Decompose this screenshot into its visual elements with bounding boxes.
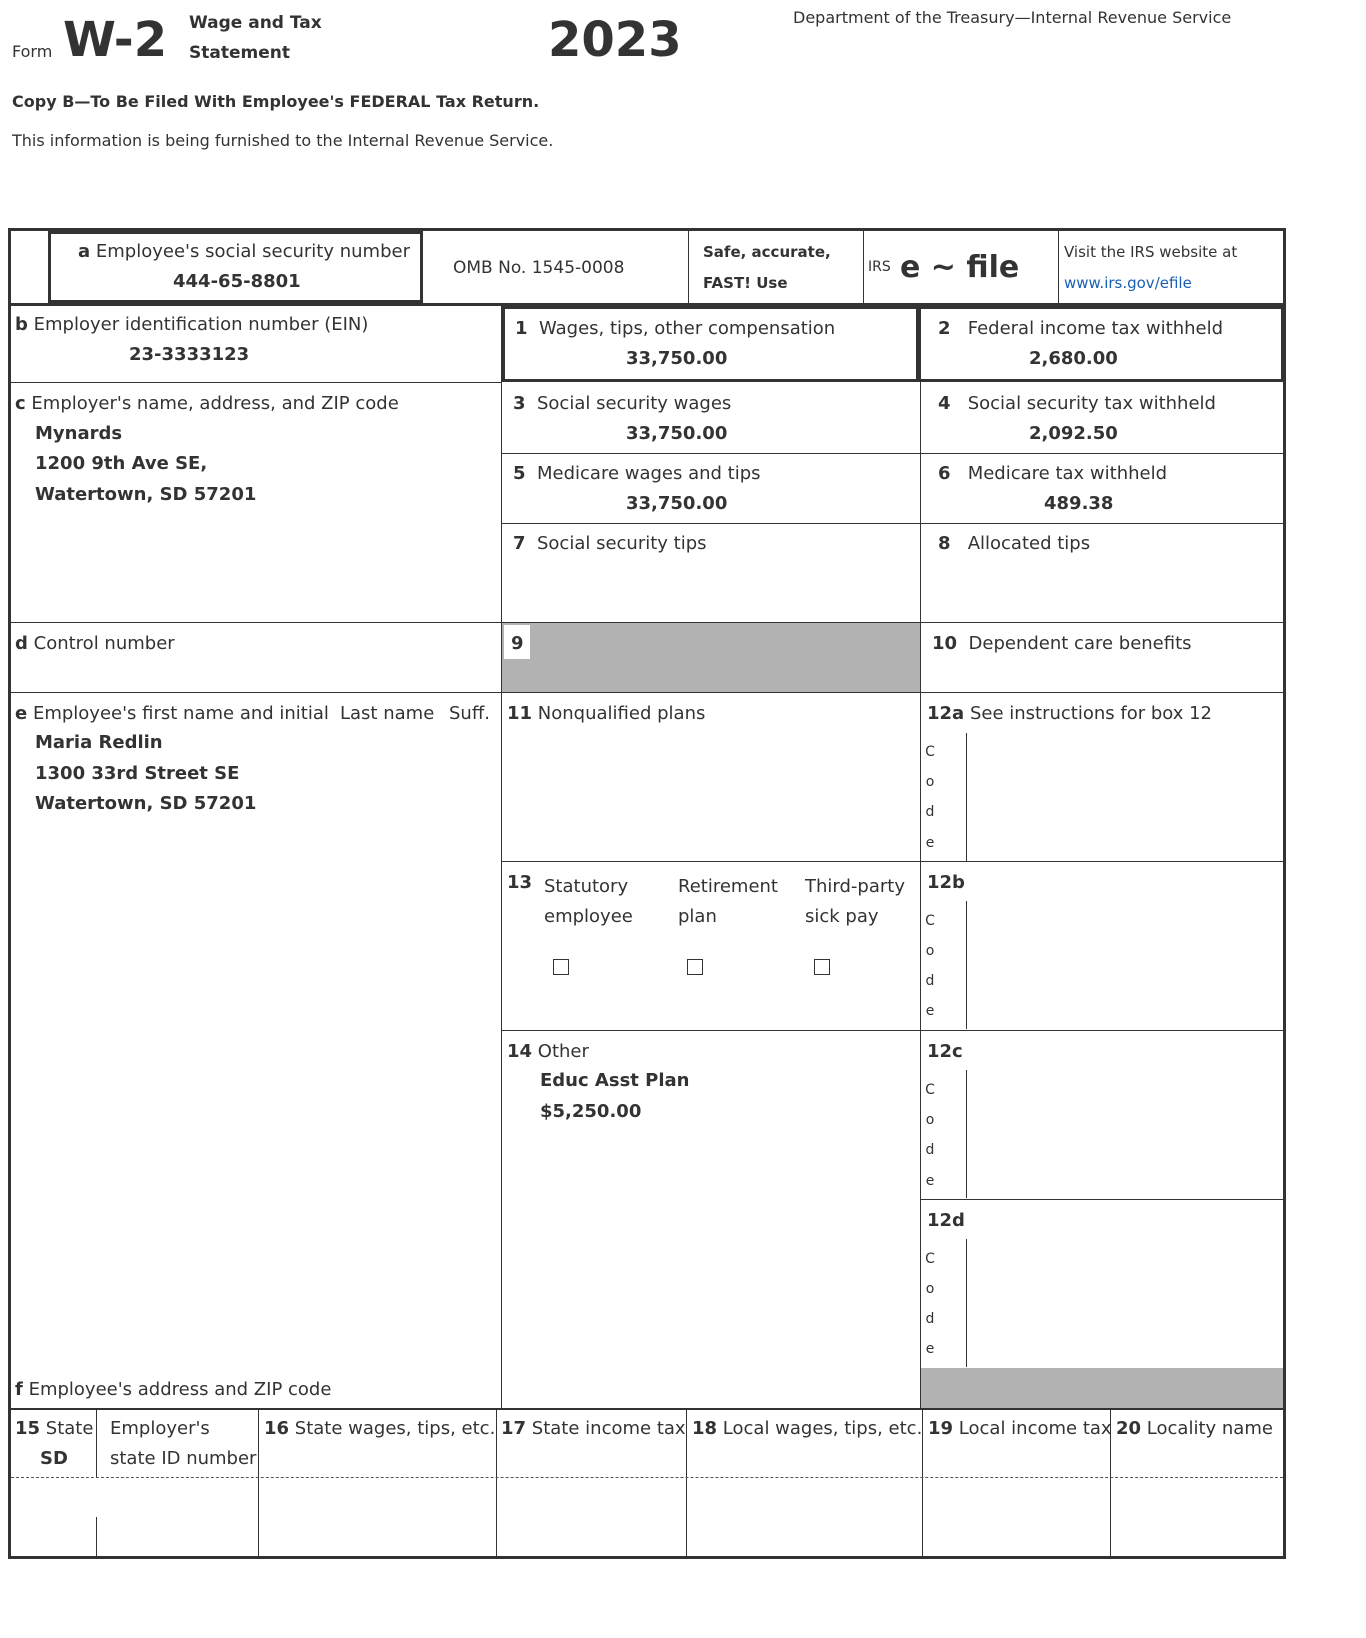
box-17-number: 17 — [501, 1418, 527, 1439]
box-b-letter: b — [15, 314, 28, 335]
box-12c-code-e: e — [925, 1173, 935, 1189]
box-13-number: 13 — [507, 872, 533, 893]
box-10-label: Dependent care benefits — [968, 633, 1192, 654]
state-row-dashed-divider — [11, 1477, 1283, 1478]
box-12d-code-o: o — [925, 1281, 935, 1297]
box-12d-code-c: C — [925, 1251, 935, 1267]
box-1-label: Wages, tips, other compensation — [538, 318, 836, 339]
box-12b-code-o: o — [925, 943, 935, 959]
box-20-number: 20 — [1116, 1418, 1142, 1439]
box-e-label: Employee's first name and initial — [32, 703, 329, 724]
box-12a-code-d: d — [925, 804, 935, 820]
box-b-value: 23-3333123 — [129, 344, 250, 365]
ssn-prefix: a — [78, 241, 91, 262]
form-title-line2: Statement — [189, 43, 290, 63]
irs-small-label: IRS — [868, 259, 891, 275]
box-8-label: Allocated tips — [967, 533, 1091, 554]
box-20-label: Locality name — [1146, 1418, 1273, 1439]
omb-number: OMB No. 1545-0008 — [453, 258, 625, 278]
box-12d-code-e: e — [925, 1341, 935, 1357]
box-18-label: Local wages, tips, etc. — [722, 1418, 923, 1439]
box-11-label: Nonqualified plans — [537, 703, 706, 724]
box-14-number: 14 — [507, 1041, 533, 1062]
form-header — [0, 0, 1366, 170]
efile-tagline-1: Safe, accurate, — [703, 243, 831, 261]
box-d-letter: d — [15, 633, 28, 654]
box-4-value: 2,092.50 — [1029, 423, 1118, 444]
info-line: This information is being furnished to the Internal Revenue Service. — [12, 131, 554, 150]
third-party-label-1: Third-party — [805, 876, 905, 897]
box-4-label: Social security tax withheld — [967, 393, 1216, 414]
box-3-value: 33,750.00 — [626, 423, 728, 444]
box-12a-label: See instructions for box 12 — [969, 703, 1212, 724]
box-3-number: 3 — [513, 393, 526, 414]
retirement-plan-checkbox[interactable] — [687, 959, 703, 975]
box-9-number: 9 — [511, 633, 524, 654]
form-number: W-2 — [63, 12, 168, 68]
employer-state-id-label-2: state ID number — [110, 1448, 257, 1469]
box-c-letter: c — [15, 393, 26, 414]
visit-irs-text: Visit the IRS website at — [1064, 243, 1238, 261]
employer-street: 1200 9th Ave SE, — [35, 453, 208, 474]
box-12c-number: 12c — [927, 1041, 963, 1062]
box-16-number: 16 — [264, 1418, 290, 1439]
box-1-value: 33,750.00 — [626, 348, 728, 369]
box-1-number: 1 — [515, 318, 528, 339]
box-3-label: Social security wages — [536, 393, 732, 414]
box-12b-code-e: e — [925, 1003, 935, 1019]
box-12c-code-o: o — [925, 1112, 935, 1128]
employee-name: Maria Redlin — [35, 732, 163, 753]
box-9-shaded — [502, 623, 920, 692]
form-title-line1: Wage and Tax — [189, 13, 322, 33]
box-12b-code-c: C — [925, 913, 935, 929]
box-14-label: Other — [537, 1041, 589, 1062]
box-12-shaded-footer — [921, 1368, 1283, 1408]
third-party-sick-pay-checkbox[interactable] — [814, 959, 830, 975]
box-12b-code-d: d — [925, 973, 935, 989]
employer-name: Mynards — [35, 423, 123, 444]
retirement-label-1: Retirement — [678, 876, 778, 897]
box-15-value: SD — [40, 1448, 68, 1469]
box-14-line2: $5,250.00 — [540, 1101, 642, 1122]
box-f-letter: f — [15, 1379, 23, 1400]
box-11-number: 11 — [507, 703, 533, 724]
employee-city: Watertown, SD 57201 — [35, 793, 257, 814]
box-8-number: 8 — [938, 533, 951, 554]
employer-state-id-label-1: Employer's — [110, 1418, 210, 1439]
box-16-label: State wages, tips, etc. — [294, 1418, 496, 1439]
box-6-label: Medicare tax withheld — [967, 463, 1168, 484]
ssn-label: Employee's social security number — [95, 241, 410, 262]
box-5-number: 5 — [513, 463, 526, 484]
box-14-line1: Educ Asst Plan — [540, 1070, 690, 1091]
box-e-last-name-label: Last name — [340, 703, 435, 724]
box-19-label: Local income tax — [958, 1418, 1112, 1439]
box-12a-code-o: o — [925, 774, 935, 790]
box-7-number: 7 — [513, 533, 526, 554]
copy-line: Copy B—To Be Filed With Employee's FEDERAL Tax Return. — [12, 92, 540, 111]
box-12c-code-d: d — [925, 1142, 935, 1158]
box-7-label: Social security tips — [536, 533, 707, 554]
box-2-value: 2,680.00 — [1029, 348, 1118, 369]
third-party-label-2: sick pay — [805, 906, 879, 927]
box-b-label: Employer identification number (EIN) — [33, 314, 369, 335]
statutory-employee-checkbox[interactable] — [553, 959, 569, 975]
box-12c-code-c: C — [925, 1082, 935, 1098]
employee-street: 1300 33rd Street SE — [35, 763, 240, 784]
box-c-label: Employer's name, address, and ZIP code — [31, 393, 399, 414]
form-label: Form — [12, 42, 53, 61]
efile-tagline-2: FAST! Use — [703, 274, 788, 292]
box-12a-code-e: e — [925, 835, 935, 851]
box-10-number: 10 — [932, 633, 958, 654]
efile-logo: e ~ file — [900, 250, 1020, 285]
box-6-number: 6 — [938, 463, 951, 484]
tax-year: 2023 — [548, 12, 682, 68]
box-6-value: 489.38 — [1044, 493, 1114, 514]
box-18-number: 18 — [692, 1418, 718, 1439]
box-5-value: 33,750.00 — [626, 493, 728, 514]
box-f-label: Employee's address and ZIP code — [28, 1379, 332, 1400]
box-12d-number: 12d — [927, 1210, 965, 1231]
box-19-number: 19 — [928, 1418, 954, 1439]
box-e-suffix-label: Suff. — [449, 703, 490, 724]
box-12a-number: 12a — [927, 703, 965, 724]
box-2-label: Federal income tax withheld — [967, 318, 1224, 339]
box-12a-code-c: C — [925, 744, 935, 760]
box-d-label: Control number — [33, 633, 175, 654]
box-15-label: State — [45, 1418, 94, 1439]
efile-link[interactable]: www.irs.gov/efile — [1064, 274, 1192, 292]
box-2-number: 2 — [938, 318, 951, 339]
employer-city: Watertown, SD 57201 — [35, 484, 257, 505]
box-4-number: 4 — [938, 393, 951, 414]
agency-name: Department of the Treasury—Internal Revenue Service — [793, 8, 1232, 27]
statutory-label-2: employee — [544, 906, 633, 927]
box-12d-code-d: d — [925, 1311, 935, 1327]
ssn-value: 444-65-8801 — [173, 271, 301, 292]
statutory-label-1: Statutory — [544, 876, 629, 897]
retirement-label-2: plan — [678, 906, 717, 927]
box-12b-number: 12b — [927, 872, 965, 893]
box-17-label: State income tax — [531, 1418, 686, 1439]
box-e-letter: e — [15, 703, 28, 724]
box-5-label: Medicare wages and tips — [536, 463, 761, 484]
box-15-number: 15 — [15, 1418, 41, 1439]
